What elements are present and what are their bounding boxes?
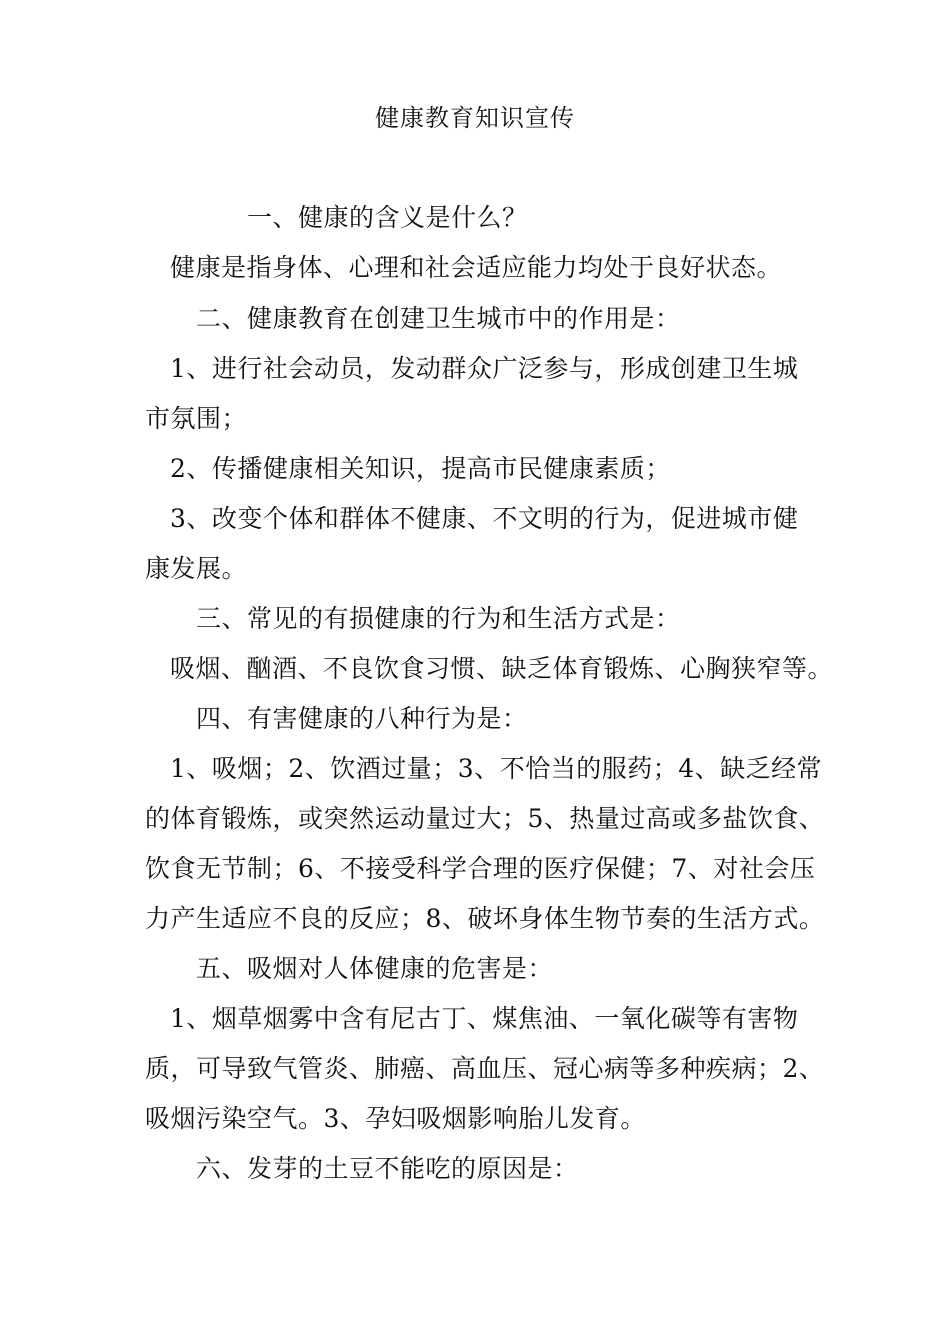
paragraph-line: 2、传播健康相关知识，提高市民健康素质； [170, 454, 671, 483]
section-heading-3: 三、常见的有损健康的行为和生活方式是： [196, 604, 681, 633]
paragraph-line: 市氛围； [145, 404, 248, 433]
paragraph-line: 力产生适应不良的反应；8、破坏身体生物节奏的生活方式。 [145, 904, 825, 933]
paragraph-line: 1、吸烟；2、饮酒过量；3、不恰当的服药；4、缺乏经常 [170, 754, 823, 783]
paragraph-line: 3、改变个体和群体不健康、不文明的行为，促进城市健 [170, 504, 799, 533]
section-heading-1: 一、健康的含义是什么？ [247, 203, 528, 232]
paragraph-line: 1、进行社会动员，发动群众广泛参与，形成创建卫生城 [170, 354, 799, 383]
paragraph-line: 质，可导致气管炎、肺癌、高血压、冠心病等多种疾病；2、 [145, 1054, 825, 1083]
document-title: 健康教育知识宣传 [375, 104, 575, 132]
section-heading-4: 四、有害健康的八种行为是： [196, 704, 528, 733]
section-heading-6: 六、发芽的土豆不能吃的原因是： [196, 1154, 579, 1183]
paragraph-line: 饮食无节制；6、不接受科学合理的医疗保健；7、对社会压 [145, 854, 816, 883]
paragraph-line: 吸烟、酗酒、不良饮食习惯、缺乏体育锻炼、心胸狭窄等。 [170, 654, 834, 683]
paragraph-line: 吸烟污染空气。3、孕妇吸烟影响胎儿发育。 [145, 1104, 646, 1133]
paragraph-line: 的体育锻炼，或突然运动量过大；5、热量过高或多盐饮食、 [145, 804, 825, 833]
paragraph-line: 1、烟草烟雾中含有尼古丁、煤焦油、一氧化碳等有害物 [170, 1004, 799, 1033]
paragraph-line: 康发展。 [145, 554, 248, 583]
paragraph-line: 健康是指身体、心理和社会适应能力均处于良好状态。 [170, 253, 783, 282]
section-heading-2: 二、健康教育在创建卫生城市中的作用是： [196, 304, 681, 333]
section-heading-5: 五、吸烟对人体健康的危害是： [196, 954, 554, 983]
